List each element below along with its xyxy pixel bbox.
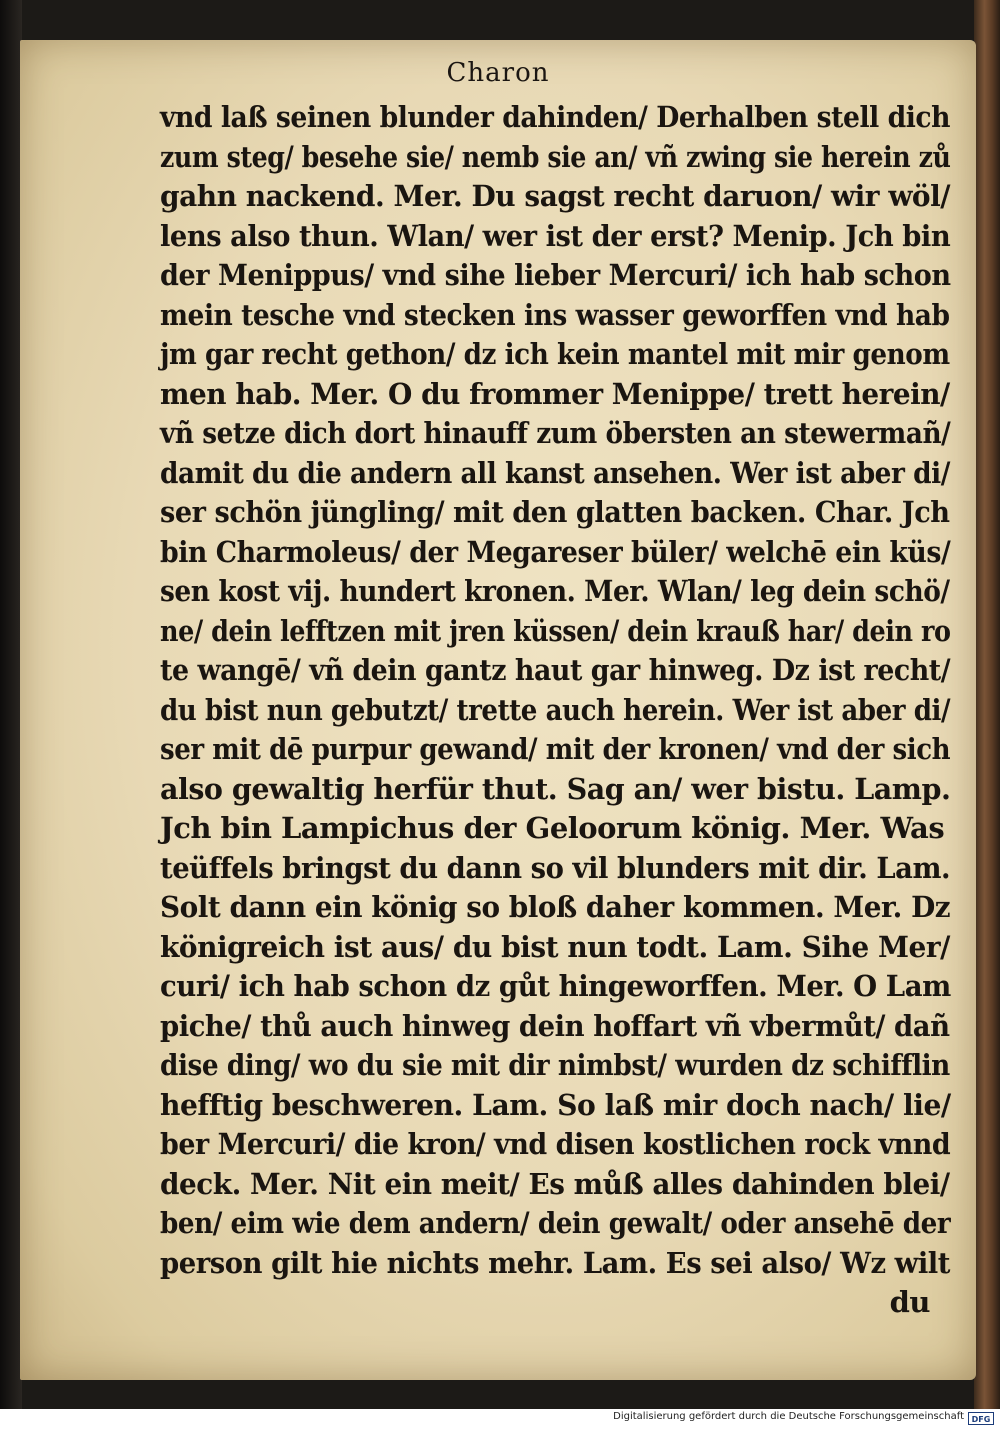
catchword: du xyxy=(889,1285,930,1319)
text-line: vñ setze dich dort hinauff zum öbersten an stewermañ/ xyxy=(160,416,951,450)
text-line: men hab. Mer. O du frommer Menippe/ trett herein/ xyxy=(160,376,950,411)
dfg-logo-icon: DFG xyxy=(968,1412,994,1425)
footer-bar xyxy=(0,1409,1000,1429)
text-line: piche/ thů auch hinweg dein hoffart vñ vbermůt/ dañ xyxy=(160,1008,950,1043)
text-line: Solt dann ein könig so bloß daher kommen. Mer. Dz xyxy=(160,890,951,924)
text-line: person gilt hie nichts mehr. Lam. Es sei also/ Wz wilt xyxy=(160,1245,950,1280)
text-line: sen kost vij. hundert kronen. Mer. Wlan/ leg dein schö/ xyxy=(160,574,950,608)
paper-page xyxy=(20,40,976,1380)
text-line: Jch bin Lampichus der Geloorum könig. Mer. Was xyxy=(160,811,945,845)
text-line: hefftig beschweren. Lam. So laß mir doch nach/ lie/ xyxy=(160,1087,951,1122)
text-line: ben/ eim wie dem andern/ dein gewalt/ oder ansehē der xyxy=(160,1206,951,1240)
text-line: der Menippus/ vnd sihe lieber Mercuri/ ich hab schon xyxy=(160,258,951,292)
text-line: bin Charmoleus/ der Megareser büler/ welchē ein küs/ xyxy=(160,534,951,569)
book-fore-edge xyxy=(974,0,1000,1409)
text-line: deck. Mer. Nit ein meit/ Es můß alles dahinden blei/ xyxy=(160,1166,950,1201)
funding-credit: Digitalisierung gefördert durch die Deutsche Forschungsgemeinschaft xyxy=(613,1411,964,1422)
text-line: damit du die andern all kanst ansehen. Wer ist aber di/ xyxy=(160,455,950,490)
running-title: Charon xyxy=(446,58,550,88)
text-line: curi/ ich hab schon dz gůt hingeworffen. Mer. O Lam xyxy=(160,969,951,1003)
text-line: vnd laß seinen blunder dahinden/ Derhalben stell dich xyxy=(160,100,951,134)
text-line: gahn nackend. Mer. Du sagst recht daruon/ wir wöl/ xyxy=(160,179,951,213)
text-line: ne/ dein lefftzen mit jren küssen/ dein krauß har/ dein ro xyxy=(160,613,951,648)
text-line: mein tesche vnd stecken ins wasser geworffen vnd hab xyxy=(160,297,950,332)
text-line: lens also thun. Wlan/ wer ist der erst? Menip. Jch bin xyxy=(160,218,951,253)
body-text xyxy=(160,98,960,1323)
text-line: ser schön jüngling/ mit den glatten backen. Char. Jch xyxy=(160,495,950,529)
text-line: königreich ist aus/ du bist nun todt. Lam. Sihe Mer/ xyxy=(160,929,950,964)
book-gutter xyxy=(0,0,22,1409)
text-line: jm gar recht gethon/ dz ich kein mantel mit mir genom xyxy=(160,337,950,371)
text-line: teüffels bringst du dann so vil blunders mit dir. Lam. xyxy=(160,850,951,885)
text-line: also gewaltig herfür thut. Sag an/ wer bistu. Lamp. xyxy=(160,771,951,806)
text-line: du bist nun gebutzt/ trette auch herein. Wer ist aber di/ xyxy=(160,692,951,727)
text-line: ber Mercuri/ die kron/ vnd disen kostlichen rock vnnd xyxy=(160,1127,951,1161)
text-line: zum steg/ besehe sie/ nemb sie an/ vñ zwing sie herein zů xyxy=(160,139,951,174)
text-line: ser mit dē purpur gewand/ mit der kronen/ vnd der sich xyxy=(160,732,951,766)
text-line: te wangē/ vñ dein gantz haut gar hinweg. Dz ist recht/ xyxy=(160,653,951,687)
text-line: dise ding/ wo du sie mit dir nimbst/ wurden dz schifflin xyxy=(160,1048,950,1082)
